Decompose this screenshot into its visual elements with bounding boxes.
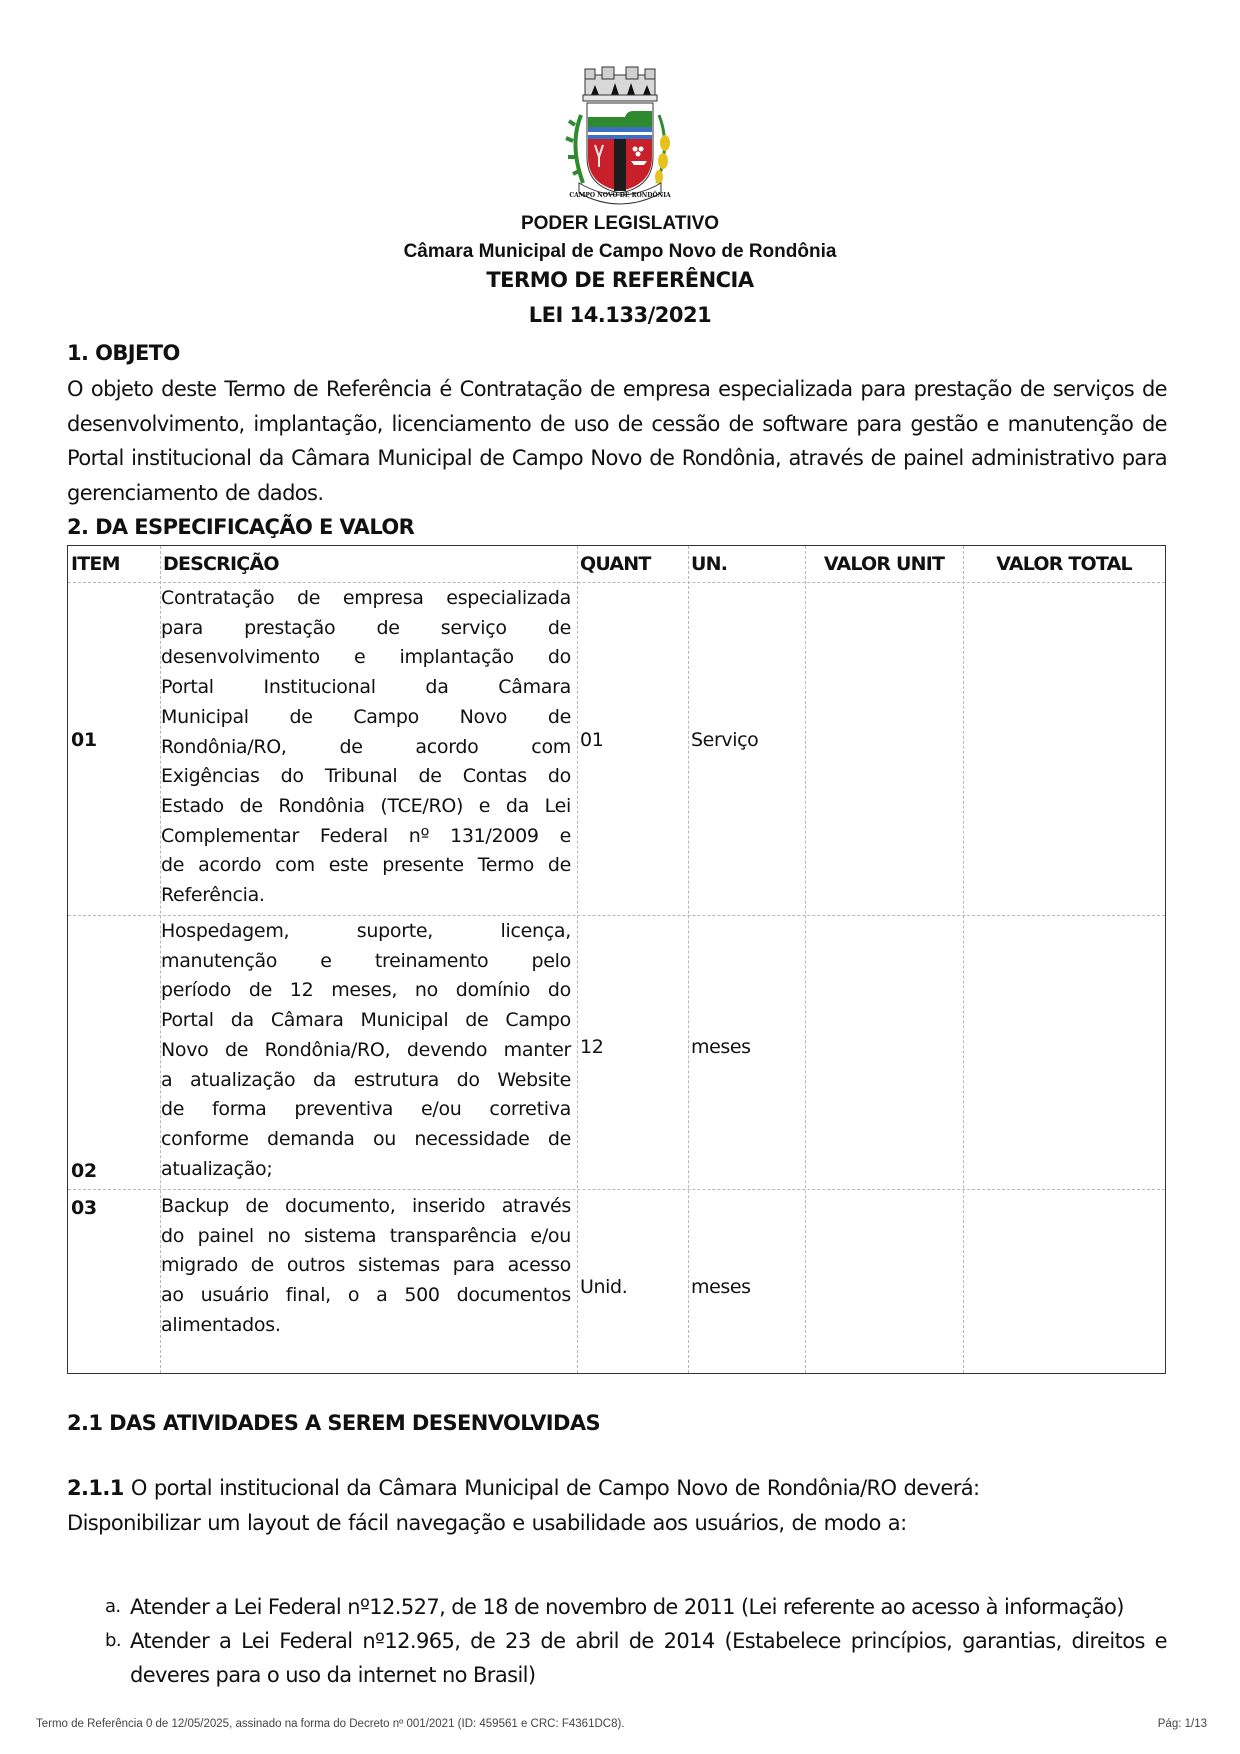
description-line: Referência. — [161, 884, 265, 907]
row-description — [161, 584, 571, 911]
municipal-coat-of-arms-icon — [555, 65, 685, 205]
description-line: de forma preventiva e/ou corretiva — [161, 1098, 571, 1121]
row-unit: Serviço — [691, 729, 759, 751]
header-item: ITEM — [71, 553, 120, 575]
description-line: a atualização da estrutura do Website — [161, 1068, 571, 1091]
row-divider — [68, 1189, 1165, 1190]
description-line: conforme demanda ou necessidade de — [161, 1127, 571, 1150]
row-unit: meses — [691, 1036, 751, 1058]
row-item-number: 02 — [71, 1160, 97, 1182]
row-quantity: 12 — [580, 1036, 604, 1058]
row-unit: meses — [691, 1276, 751, 1298]
header-legislative-power: PODER LEGISLATIVO — [520, 213, 720, 234]
row-divider — [68, 915, 1165, 916]
description-line: ao usuário final, o a 500 documentos — [161, 1284, 571, 1307]
row-divider — [68, 582, 1165, 583]
column-divider — [688, 546, 689, 1373]
description-line: Rondônia/RO, de acordo com — [161, 735, 571, 758]
description-line: manutenção e treinamento pelo — [161, 949, 571, 972]
column-divider — [963, 546, 964, 1373]
row-quantity: 01 — [580, 729, 604, 751]
list-item — [105, 1624, 1167, 1692]
specification-table — [67, 545, 1166, 1374]
description-line: para prestação de serviço de — [161, 616, 571, 639]
requirements-list — [105, 1590, 1167, 1692]
description-line: Municipal de Campo Novo de — [161, 705, 571, 728]
description-line: Complementar Federal nº 131/2009 e — [161, 824, 571, 847]
footer-signature-note: Termo de Referência 0 de 12/05/2025, assinado na forma do Decreto nº 001/2021 (ID: 459561 e CRC: F4361DC8). — [36, 1718, 625, 1730]
description-line: desenvolvimento e implantação do — [161, 646, 571, 669]
description-line: de acordo com este presente Termo de — [161, 854, 571, 877]
row-quantity: Unid. — [580, 1276, 628, 1298]
svg-text:CAMPO NOVO DE RONDÔNIA: CAMPO NOVO DE RONDÔNIA — [569, 192, 671, 199]
section-2-1-title: 2.1 DAS ATIVIDADES A SEREM DESENVOLVIDAS — [67, 1411, 601, 1435]
section-1-title: 1. OBJETO — [67, 341, 180, 365]
description-line: alimentados. — [161, 1313, 281, 1336]
description-line: Estado de Rondônia (TCE/RO) e da Lei — [161, 794, 571, 817]
section-2-1-1-number: 2.1.1 — [67, 1476, 124, 1500]
section-2-1-1-paragraph — [67, 1471, 1167, 1540]
description-line: Portal Institucional da Câmara — [161, 676, 571, 699]
description-line: Contratação de empresa especializada — [161, 587, 571, 609]
column-divider — [805, 546, 806, 1373]
header-quantity: QUANT — [580, 553, 651, 575]
list-item-text: Atender a Lei Federal nº12.527, de 18 de novembro de 2011 (Lei referente ao acesso à informação) — [130, 1595, 1124, 1619]
description-line: do painel no sistema transparência e/ou — [161, 1224, 571, 1247]
list-item — [105, 1590, 1167, 1624]
list-item-text: Atender a Lei Federal nº12.965, de 23 de abril de 2014 (Estabelece princípios, garantias, direitos e deveres para o uso da internet no Brasil) — [130, 1629, 1167, 1687]
row-description — [161, 917, 571, 1184]
description-line: atualização; — [161, 1157, 273, 1180]
header-unit: UN. — [691, 553, 728, 575]
document-title: TERMO DE REFERÊNCIA — [486, 268, 754, 292]
section-1-body: O objeto deste Termo de Referência é Contratação de empresa especializada para prestação de serviços de desenvolvimento, implantação, licenciamento de uso de cessão de software para gestão e manutenção de Portal institucional da Câmara Municipal de Campo Novo de Rondônia, através de painel administrativo para gerenciamento de dados. — [67, 377, 1167, 505]
description-line: Backup de documento, inserido através — [161, 1195, 571, 1217]
column-divider — [577, 546, 578, 1373]
header-description: DESCRIÇÃO — [163, 553, 279, 575]
document-law-reference: LEI 14.133/2021 — [528, 303, 712, 327]
description-line: período de 12 meses, no domínio do — [161, 979, 571, 1002]
list-marker: b. — [105, 1630, 121, 1651]
description-line: migrado de outros sistemas para acesso — [161, 1254, 571, 1277]
description-line: Exigências do Tribunal de Contas do — [161, 765, 571, 788]
section-2-title: 2. DA ESPECIFICAÇÃO E VALOR — [67, 515, 415, 539]
list-marker: a. — [105, 1596, 121, 1617]
row-item-number: 01 — [71, 729, 97, 751]
description-line: Novo de Rondônia/RO, devendo manter — [161, 1038, 571, 1061]
description-line: Portal da Câmara Municipal de Campo — [161, 1009, 571, 1032]
description-line: Hospedagem, suporte, licença, — [161, 920, 571, 942]
header-chamber-name: Câmara Municipal de Campo Novo de Rondônia — [403, 241, 837, 262]
section-2-1-1-text: O portal institucional da Câmara Municipal de Campo Novo de Rondônia/RO deverá: — [123, 1476, 980, 1500]
footer-page-number: Pág: 1/13 — [1157, 1718, 1207, 1730]
header-total-value: VALOR TOTAL — [996, 553, 1132, 575]
section-2-1-1-text-2: Disponibilizar um layout de fácil navegação e usabilidade aos usuários, de modo a: — [67, 1510, 907, 1535]
header-unit-value: VALOR UNIT — [823, 553, 945, 575]
row-description — [161, 1192, 571, 1341]
row-item-number: 03 — [71, 1197, 97, 1219]
